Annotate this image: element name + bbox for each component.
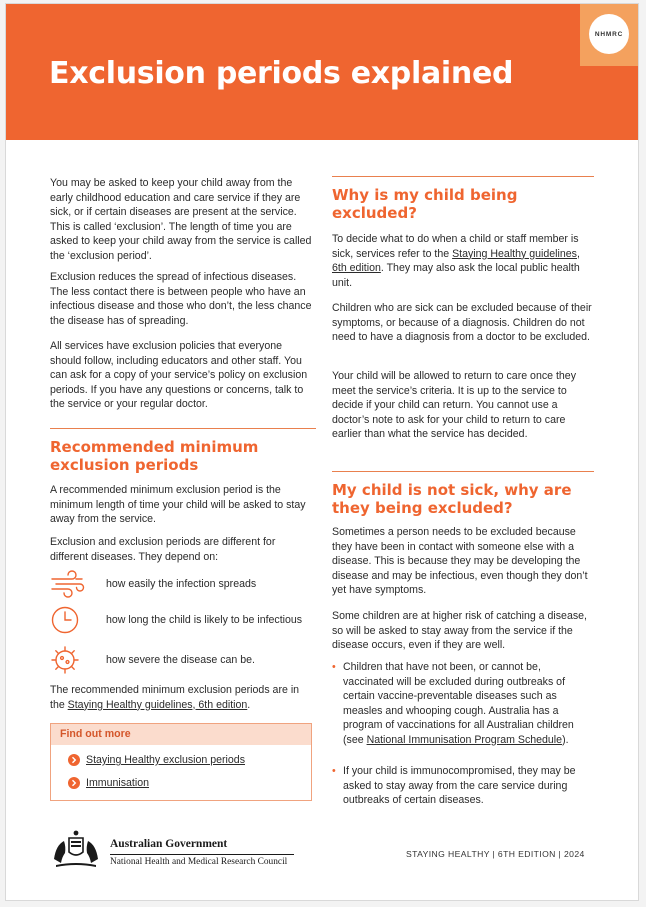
section-divider xyxy=(50,428,316,429)
document-page xyxy=(5,3,639,901)
footer-logo-rule xyxy=(110,854,294,855)
immunisation-schedule-link[interactable]: National Immunisation Program Schedule xyxy=(366,733,563,746)
intro-paragraph-1: You may be asked to keep your child away from the early childhood education and care service if they are sick, or if certain diseases are present at the service. This is called ‘exclusion’. The length of time you are asked to keep your child away from the service is called the ‘exclusion period’. xyxy=(50,177,312,262)
why-excluded-heading: Why is my child being excluded? xyxy=(332,186,518,222)
factor-severity-text: how severe the disease can be. xyxy=(106,653,255,666)
chevron-right-icon xyxy=(68,777,80,789)
why-paragraph-2: Children who are sick can be excluded because of their symptoms, or because of a diagnosis. Children do not need to have a diagnosis from a doctor to be excluded. xyxy=(332,302,592,343)
not-sick-heading: My child is not sick, why are they being excluded? xyxy=(332,481,572,517)
intro-paragraph-2: Exclusion reduces the spread of infectious diseases. The less contact there is between people who have an infectious disease and those who don’t, the less chance the disease has of spreading. xyxy=(50,271,312,327)
find-out-more-box xyxy=(50,723,312,801)
chevron-right-icon xyxy=(68,754,80,766)
factor-duration-text: how long the child is likely to be infectious xyxy=(106,613,303,626)
factor-spread xyxy=(50,570,256,598)
find-link-immunisation-label[interactable]: Immunisation xyxy=(86,777,149,789)
find-link-exclusion-periods[interactable] xyxy=(68,754,245,766)
footer-edition: STAYING HEALTHY | 6TH EDITION | 2024 xyxy=(406,849,585,859)
recommended-paragraph-2: Exclusion and exclusion periods are different for different diseases. They depend on: xyxy=(50,536,276,563)
clock-icon xyxy=(50,605,80,635)
why-paragraph-1: To decide what to do when a child or staff member is sick, services refer to the Staying Healthy guidelines, 6th edition. They may also ask the local public health unit. xyxy=(332,233,580,289)
section-divider xyxy=(332,176,594,177)
not-sick-paragraph-2: Some children are at higher risk of catching a disease, so will be asked to stay away from the service if the disease occurs, even if they are well. xyxy=(332,610,587,651)
closing-paragraph: The recommended minimum exclusion periods are in the Staying Healthy guidelines, 6th edition. xyxy=(50,684,300,711)
australian-government-logo xyxy=(50,829,300,873)
coat-of-arms-icon xyxy=(50,829,102,869)
staying-healthy-link[interactable]: Staying Healthy guidelines, 6th edition xyxy=(67,698,248,711)
why-paragraph-3: Your child will be allowed to return to care once they meet the service’s criteria. It is up to the service to decide if your child can return. You cannot use a doctor’s note to ask for your child to return to care earlier than what the service has decided. xyxy=(332,370,576,440)
nhmrc-logo-text: NHMRC xyxy=(589,14,629,54)
wind-icon xyxy=(50,570,86,598)
recommended-paragraph-1: A recommended minimum exclusion period is the minimum length of time your child will be asked to stay away from the service. xyxy=(50,484,306,525)
find-link-immunisation[interactable] xyxy=(68,777,149,789)
find-link-exclusion-periods-label[interactable]: Staying Healthy exclusion periods xyxy=(86,754,245,766)
intro-paragraph-3: All services have exclusion policies that everyone should follow, including educators and other staff. You can ask for a copy of your service’s policy on exclusion periods. If you have any questions or concerns, talk to the service or your regular doctor. xyxy=(50,340,308,410)
factor-severity xyxy=(50,645,255,675)
nhmrc-logo xyxy=(580,4,639,66)
government-name: Australian Government xyxy=(110,838,228,850)
section-divider xyxy=(332,471,594,472)
virus-icon xyxy=(50,645,80,675)
not-sick-paragraph-1: Sometimes a person needs to be excluded because they have been in contact with someone else with a disease. This is because they may be developing the disease and may be infectious, even though they don’t yet have symptoms. xyxy=(332,526,588,596)
find-out-more-heading: Find out more xyxy=(51,724,311,745)
recommended-periods-heading: Recommended minimum exclusion periods xyxy=(50,438,259,474)
page-title: Exclusion periods explained xyxy=(49,56,514,91)
factor-spread-text: how easily the infection spreads xyxy=(106,577,257,590)
header-banner xyxy=(6,4,639,140)
staying-healthy-link[interactable]: Staying Healthy guidelines, 6th edition xyxy=(332,247,580,274)
factor-duration xyxy=(50,605,302,635)
list-item: • Children that have not been, or cannot be, vaccinated will be excluded during outbreaks of certain vaccine-preventable diseases such as measles and whooping cough. Australia has a program of vaccinations for all Australian children (see National Immunisation Program Schedule). xyxy=(332,661,574,746)
list-item: • If your child is immunocompromised, they may be asked to stay away from the care service during outbreaks of certain diseases. xyxy=(332,765,576,806)
council-name: National Health and Medical Research Council xyxy=(110,857,288,867)
